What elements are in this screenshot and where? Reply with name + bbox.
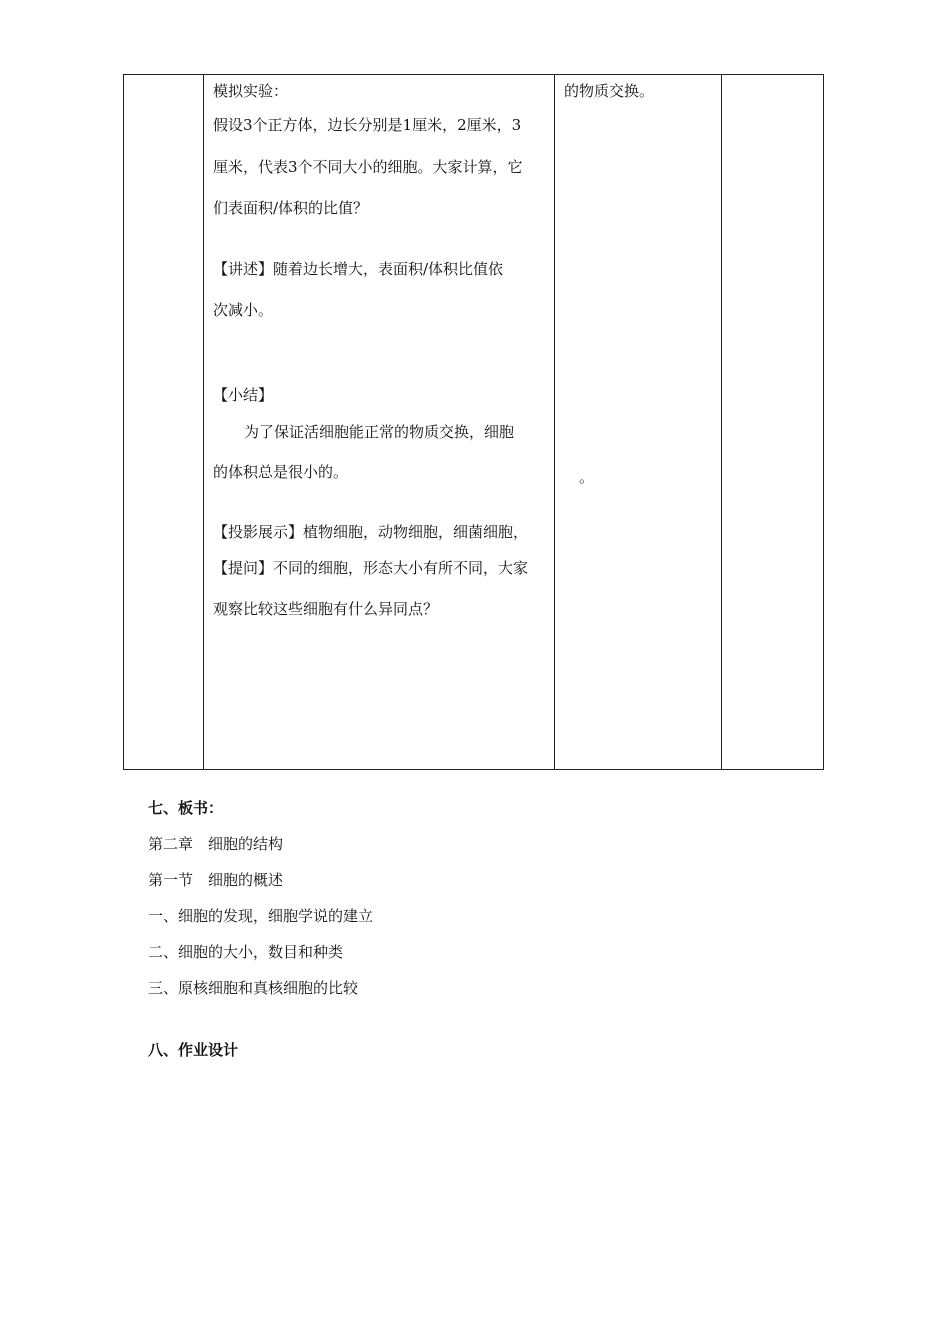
content-line: 【提问】不同的细胞，形态大小有所不同，大家 — [213, 559, 529, 577]
board-line: 一、细胞的发现，细胞学说的建立 — [148, 907, 374, 925]
lesson-table — [123, 74, 824, 770]
column-divider — [554, 75, 555, 769]
content-line: 的物质交换。 — [564, 82, 655, 100]
content-line: 们表面积/体积的比值？ — [213, 199, 369, 217]
content-line: 次减小。 — [213, 301, 274, 319]
content-line: 假设3个正方体，边长分别是1厘米，2厘米，3 — [213, 116, 522, 134]
content-line: 的体积总是很小的。 — [213, 463, 349, 481]
column-divider — [203, 75, 204, 769]
content-line: 【投影展示】植物细胞，动物细胞，细菌细胞， — [213, 523, 529, 541]
content-line: 厘米，代表3个不同大小的细胞。大家计算，它 — [213, 158, 523, 176]
content-line: 【讲述】随着边长增大，表面积/体积比值依 — [213, 260, 504, 278]
homework-heading: 八、作业设计 — [148, 1041, 239, 1059]
board-line: 二、细胞的大小，数目和种类 — [148, 943, 344, 961]
content-line: 模拟实验： — [213, 82, 289, 100]
content-line: 。 — [579, 468, 595, 486]
content-line: 观察比较这些细胞有什么异同点？ — [213, 600, 439, 618]
board-heading: 七、板书： — [148, 799, 224, 817]
board-line: 第二章 细胞的结构 — [148, 835, 284, 853]
column-divider — [721, 75, 722, 769]
board-line: 第一节 细胞的概述 — [148, 871, 284, 889]
content-line: 【小结】 — [213, 386, 274, 404]
content-line: 为了保证活细胞能正常的物质交换，细胞 — [244, 423, 515, 441]
board-line: 三、原核细胞和真核细胞的比较 — [148, 979, 359, 997]
